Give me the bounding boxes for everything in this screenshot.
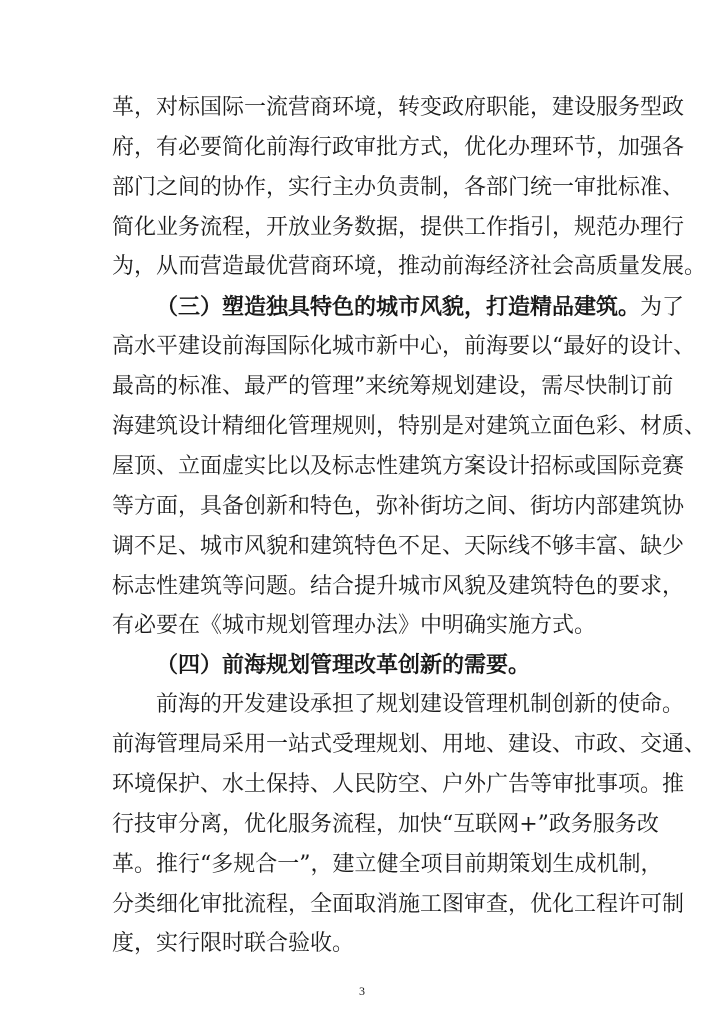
body-text-line: 部门之间的协作，实行主办负责制，各部门统一审批标准、 bbox=[112, 175, 685, 200]
body-text-line: 高水平建设前海国际化城市新中心，前海要以“最好的设计、 bbox=[112, 334, 696, 359]
body-text-line: 环境保护、水土保持、人民防空、户外广告等审批事项。推 bbox=[112, 772, 685, 797]
section-3-line bbox=[156, 292, 685, 322]
body-text-line: 标志性建筑等问题。结合提升城市风貌及建筑特色的要求， bbox=[112, 574, 685, 599]
body-text-line: 革，对标国际一流营商环境，转变政府职能，建设服务型政 bbox=[112, 95, 685, 120]
body-text-line: 屋顶、立面虚实比以及标志性建筑方案设计招标或国际竞赛 bbox=[112, 454, 685, 479]
body-text-line: 有必要在《城市规划管理办法》中明确实施方式。 bbox=[112, 613, 597, 638]
body-text-line: 最高的标准、最严的管理”来统筹规划建设，需尽快制订前 bbox=[112, 374, 674, 399]
body-text-line: 简化业务流程，开放业务数据，提供工作指引，规范办理行 bbox=[112, 215, 685, 240]
page-number: 3 bbox=[359, 984, 365, 998]
body-text-line: 前海管理局采用一站式受理规划、用地、建设、市政、交通、 bbox=[112, 732, 707, 757]
body-text-line: 度，实行限时联合验收。 bbox=[112, 931, 355, 956]
body-text-line: 海建筑设计精细化管理规则，特别是对建筑立面色彩、材质、 bbox=[112, 414, 707, 439]
section-3-heading: （三）塑造独具特色的城市风貌，打造精品建筑。 bbox=[156, 294, 641, 320]
body-text-line: 为，从而营造最优营商环境，推动前海经济社会高质量发展。 bbox=[112, 254, 707, 279]
body-text-line: 革。推行“多规合一”，建立健全项目前期策划生成机制， bbox=[112, 852, 663, 877]
body-text-line: 等方面，具备创新和特色，弥补街坊之间、街坊内部建筑协 bbox=[112, 494, 685, 519]
body-text-line: 调不足、城市风貌和建筑特色不足、天际线不够丰富、缺少 bbox=[112, 534, 685, 559]
body-text-line: 前海的开发建设承担了规划建设管理机制创新的使命。 bbox=[156, 692, 685, 717]
body-text-line: 府，有必要简化前海行政审批方式，优化办理环节，加强各 bbox=[112, 135, 685, 160]
body-text-line: 分类细化审批流程，全面取消施工图审查，优化工程许可制 bbox=[112, 892, 685, 917]
section-4-heading: （四）前海规划管理改革创新的需要。 bbox=[156, 652, 531, 678]
section-3-lead: 为了 bbox=[640, 295, 685, 320]
body-text-line: 行技审分离，优化服务流程，加快“互联网+”政务服务改 bbox=[112, 812, 659, 837]
